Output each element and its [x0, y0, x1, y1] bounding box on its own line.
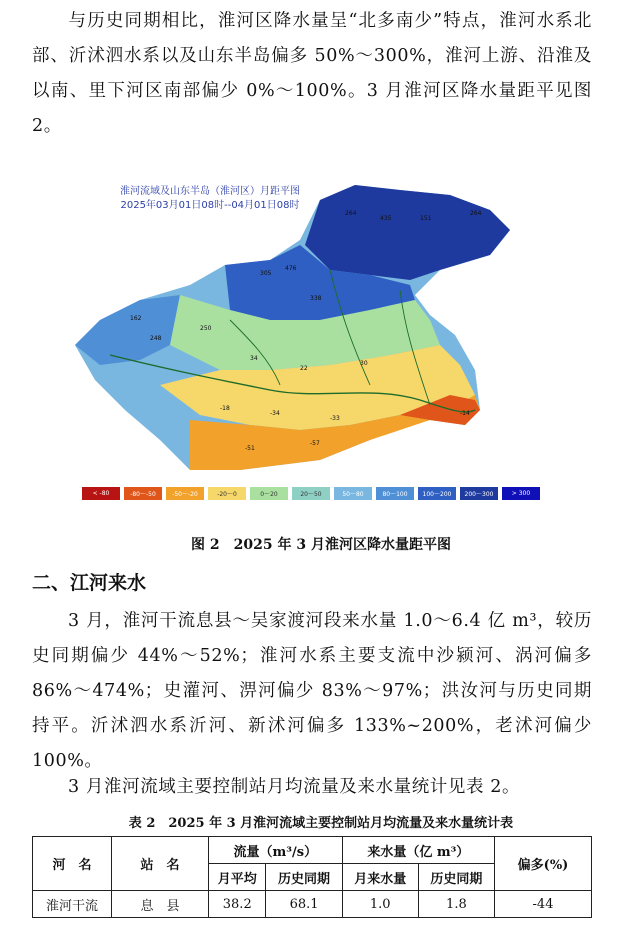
legend-swatch: 0～20: [250, 487, 288, 500]
cell-deviation: -44: [495, 891, 592, 918]
paragraph-precipitation-summary: 与历史同期相比，淮河区降水量呈“北多南少”特点，淮河水系北部、沂沭泗水系以及山东半岛偏多 50%～300%，淮河上游、沿淮及以南、里下河区南部偏少 0%～100%。3 月淮河区降水量距平见图 2。: [32, 11, 592, 136]
header-flow: 流量（m³/s）: [209, 837, 343, 864]
svg-text:162: 162: [130, 315, 142, 322]
cell-station: 息 县: [112, 891, 209, 918]
svg-text:338: 338: [310, 295, 322, 302]
section-heading: 二、江河来水: [32, 572, 147, 594]
legend-swatch: 200～300: [460, 487, 498, 500]
precipitation-anomaly-map: [70, 170, 540, 515]
map-title: 淮河流域及山东半岛（淮河区）月距平图: [120, 186, 300, 197]
header-vol-hist: 历史同期: [418, 864, 494, 891]
header-volume: 来水量（亿 m³）: [342, 837, 494, 864]
svg-text:476: 476: [285, 265, 297, 272]
flow-statistics-table: [32, 836, 592, 918]
table-caption: 表 2 2025 年 3 月淮河流域主要控制站月均流量及来水量统计表: [128, 816, 514, 831]
figure-caption: 图 2 2025 年 3 月淮河区降水量距平图: [191, 537, 451, 553]
svg-text:22: 22: [300, 365, 308, 372]
svg-text:-34: -34: [270, 410, 280, 417]
legend-swatch: > 300: [502, 487, 540, 500]
cell-flow-avg: 38.2: [209, 891, 266, 918]
map-region-northeast: [305, 185, 510, 280]
svg-text:-14: -14: [460, 410, 470, 417]
header-station: 站 名: [112, 837, 209, 891]
legend-swatch: 20～50: [292, 487, 330, 500]
svg-text:-51: -51: [245, 445, 255, 452]
svg-text:264: 264: [470, 210, 482, 217]
paragraph-table-intro: 3 月淮河流域主要控制站月均流量及来水量统计见表 2。: [68, 777, 521, 797]
svg-text:-18: -18: [220, 405, 230, 412]
header-vol-month: 月来水量: [342, 864, 418, 891]
cell-vol-hist: 1.8: [418, 891, 494, 918]
svg-text:30: 30: [360, 360, 368, 367]
legend-swatch: < -80: [82, 487, 120, 500]
cell-vol-month: 1.0: [342, 891, 418, 918]
map-date-range: 2025年03月01日08时--04月01日08时: [120, 200, 300, 211]
svg-text:-57: -57: [310, 440, 320, 447]
legend-swatch: -80～-50: [124, 487, 162, 500]
svg-text:-33: -33: [330, 415, 340, 422]
svg-text:435: 435: [380, 215, 392, 222]
table-row: [33, 891, 592, 918]
paragraph-river-inflow: 3 月，淮河干流息县～吴家渡河段来水量 1.0～6.4 亿 m³，较历史同期偏少 44%～52%；淮河水系主要支流中沙颍河、涡河偏多 86%～474%；史灌河、淠河偏少 83%～97%；洪汝河与历史同期持平。沂沭泗水系沂河、新沭河偏多 133%~200%，老沭河偏少 100%。: [32, 611, 592, 771]
header-flow-avg: 月平均: [209, 864, 266, 891]
map-svg: [70, 170, 540, 515]
svg-text:264: 264: [345, 210, 357, 217]
cell-flow-hist: 68.1: [266, 891, 342, 918]
legend-swatch: 80～100: [376, 487, 414, 500]
legend-swatch: 50～80: [334, 487, 372, 500]
svg-text:305: 305: [260, 270, 272, 277]
legend-swatch: -50～-20: [166, 487, 204, 500]
cell-river: 淮河干流: [33, 891, 112, 918]
header-river: 河 名: [33, 837, 112, 891]
map-legend: [82, 487, 544, 500]
svg-text:248: 248: [150, 335, 162, 342]
legend-swatch: 100～200: [418, 487, 456, 500]
svg-text:250: 250: [200, 325, 212, 332]
header-deviation: 偏多(%): [495, 837, 592, 891]
svg-text:151: 151: [420, 215, 432, 222]
svg-text:34: 34: [250, 355, 258, 362]
header-flow-hist: 历史同期: [266, 864, 342, 891]
legend-swatch: -20～0: [208, 487, 246, 500]
